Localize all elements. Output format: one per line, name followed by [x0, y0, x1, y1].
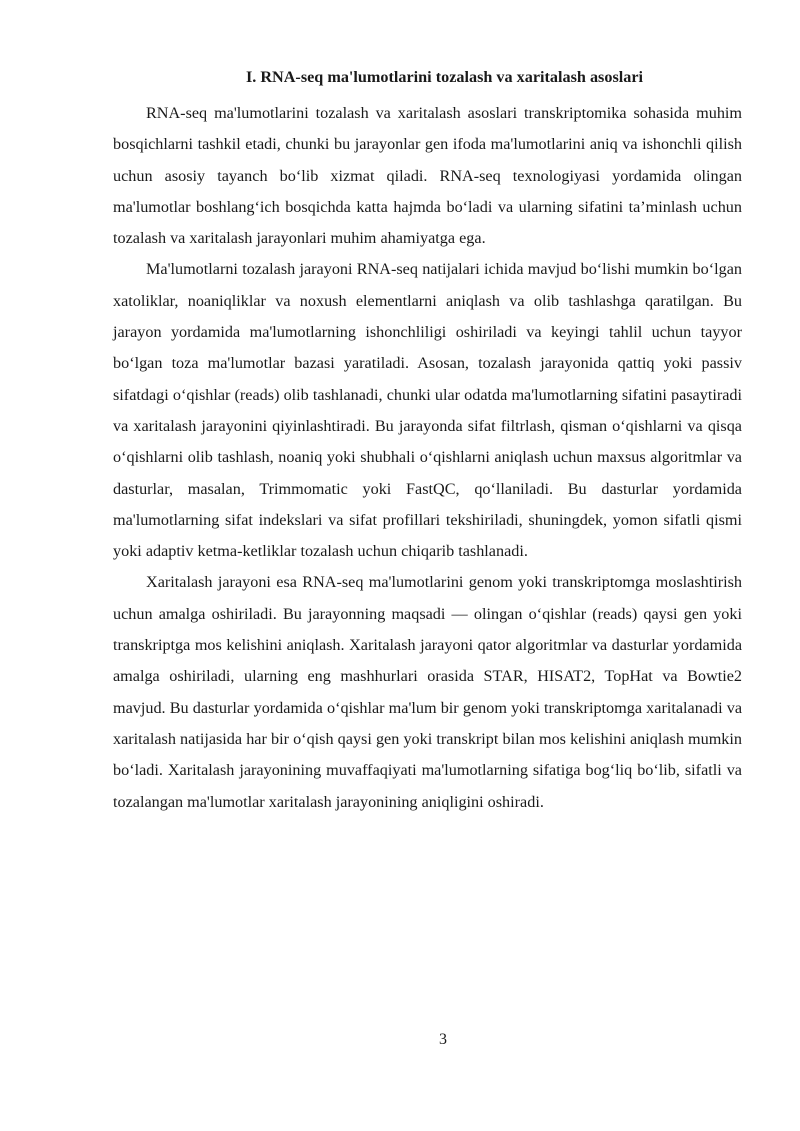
- section-title: I. RNA-seq ma'lumotlarini tozalash va xaritalash asoslari: [245, 68, 644, 86]
- document-page: [113, 66, 742, 818]
- paragraph-intro: RNA-seq ma'lumotlarini tozalash va xaritalash asoslari transkriptomika sohasida muhim bosqichlarni tashkil etadi, chunki bu jarayonlar gen ifoda ma'lumotlarini aniq va ishonchli qilish uchun asosiy tayanch bo‘lib xizmat qiladi. RNA-seq texnologiyasi yordamida olingan ma'lumotlar boshlang‘ich bosqichda katta hajmda bo‘ladi va ularning sifatini ta’minlash uchun tozalash va xaritalash jarayonlari muhim ahamiyatga ega.: [113, 104, 742, 248]
- page-number: 3: [439, 1031, 447, 1048]
- paragraph-cleaning: Ma'lumotlarni tozalash jarayoni RNA-seq natijalari ichida mavjud bo‘lishi mumkin bo‘lgan xatoliklar, noaniqliklar va noxush elementlarni aniqlash va olib tashlashga qaratilgan. Bu jarayon yordamida ma'lumotlarning ishonchliligi oshiriladi va keyingi tahlil uchun tayyor bo‘lgan toza ma'lumotlar bazasi yaratiladi. Asosan, tozalash jarayonida qattiq yoki passiv sifatdagi o‘qishlar (reads) olib tashlanadi, chunki ular odatda ma'lumotlarning sifatini pasaytiradi va xaritalash jarayonini qiyinlashtiradi. Bu jarayonda sifat filtrlash, qisman o‘qishlarni va qisqa o‘qishlarni olib tashlash, noaniq yoki shubhali o‘qishlarni aniqlash uchun maxsus algoritmlar va dasturlar, masalan, Trimmomatic yoki FastQC, qo‘llaniladi. Bu dasturlar yordamida ma'lumotlarning sifat indekslari va sifat profillari tekshiriladi, shuningdek, yomon sifatli qismi yoki adaptiv ketma-ketliklar tozalash uchun chiqarib tashlanadi.: [113, 260, 742, 561]
- paragraph-mapping: Xaritalash jarayoni esa RNA-seq ma'lumotlarini genom yoki transkriptomga moslashtirish uchun amalga oshiriladi. Bu jarayonning maqsadi — olingan o‘qishlar (reads) qaysi gen yoki transkriptga mos kelishini aniqlash. Xaritalash jarayoni qator algoritmlar va dasturlar yordamida amalga oshiriladi, ularning eng mashhurlari orasida STAR, HISAT2, TopHat va Bowtie2 mavjud. Bu dasturlar yordamida o‘qishlar ma'lum bir genom yoki transkriptomga xaritalanadi va xaritalash natijasida har bir o‘qish qaysi gen yoki transkript bilan mos kelishini aniqlash mumkin bo‘ladi. Xaritalash jarayonining muvaffaqiyati ma'lumotlarning sifatiga bog‘liq bo‘lib, sifatli va tozalangan ma'lumotlar xaritalash jarayonining aniqligini oshiradi.: [113, 573, 742, 811]
